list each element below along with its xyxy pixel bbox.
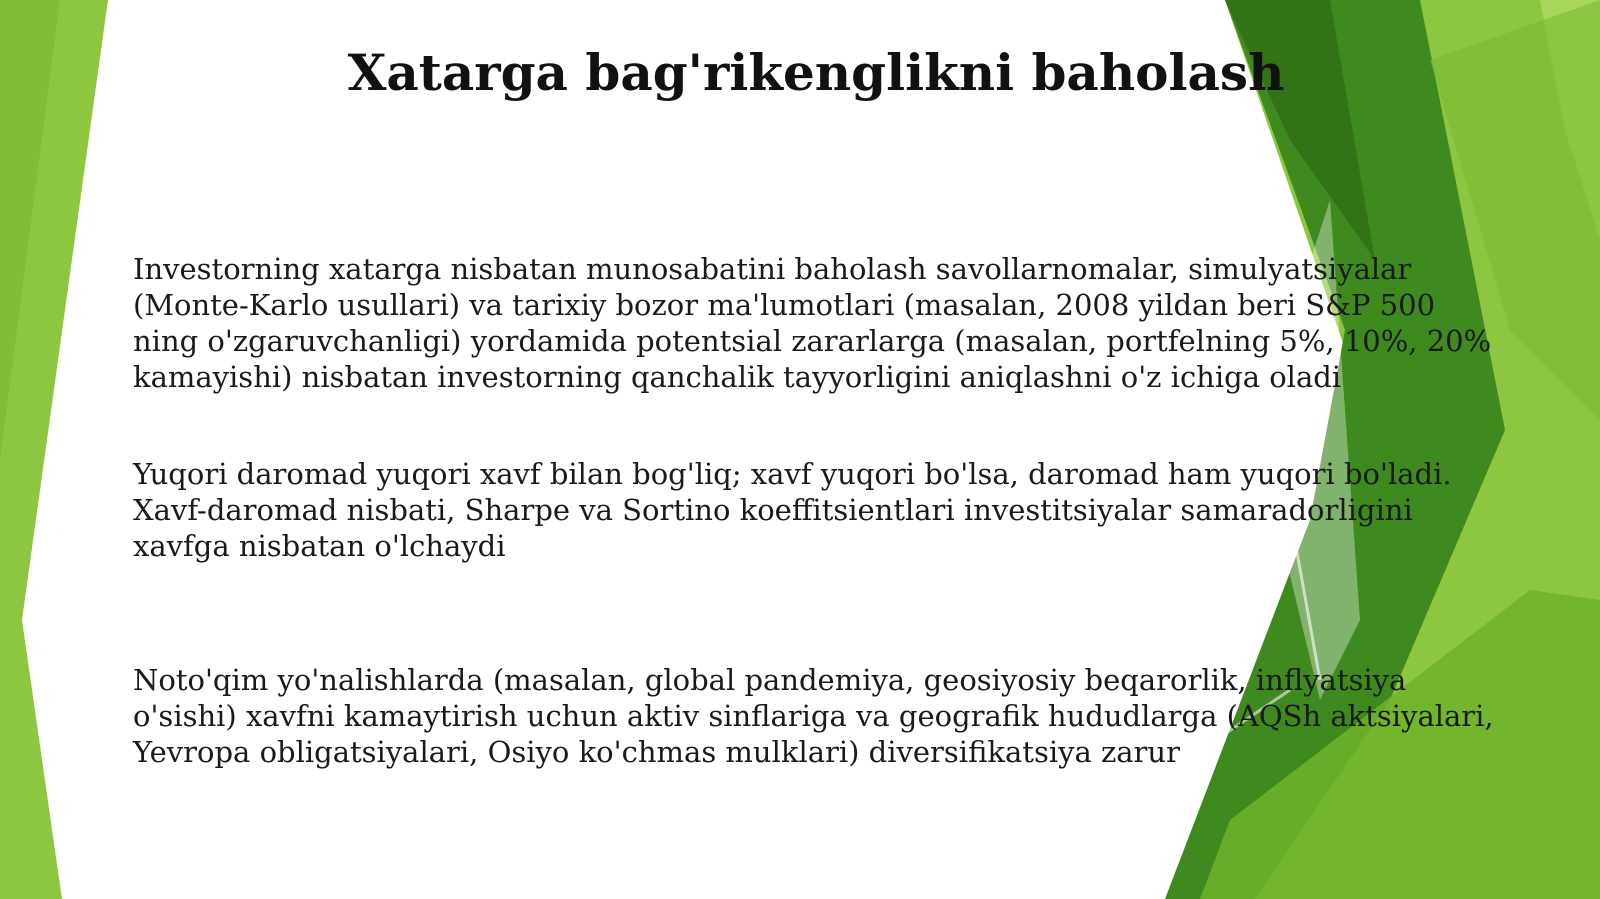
paragraph-risk-return: Yuqori daromad yuqori xavf bilan bog'liq; xavf yuqori bo'lsa, daromad ham yuqori bo'ladi. Xavf-daromad nisbati, Sharpe va Sortino koeffitsientlari investitsiyalar samaradorligini xavfga nisbatan o'lchaydi bbox=[133, 457, 1452, 563]
paragraph-risk-assessment: Investorning xatarga nisbatan munosabatini baholash savollarnomalar, simulyatsiyalar (Monte-Karlo usullari) va tarixiy bozor ma'lumotlari (masalan, 2008 yildan beri S&P 500 ning o'zgaruvchanligi) yordamida potentsial zararlarga (masalan, portfelning 5%, 10%, 20% kamayishi) nisbatan investorning qanchalik tayyorligini aniqlashni o'z ichiga oladi bbox=[133, 252, 1492, 394]
slide-title: Xatarga bag'rikenglikni baholash bbox=[347, 43, 1285, 102]
paragraph-diversification: Noto'qim yo'nalishlarda (masalan, global pandemiya, geosiyosiy beqarorlik, inflyatsiya o'sishi) xavfni kamaytirish uchun aktiv sinflariga va geografik hududlarga (AQSh aktsiyalari, Yevropa obligatsiyalari, Osiyo ko'chmas mulklari) diversifikatsiya zarur bbox=[133, 663, 1494, 769]
